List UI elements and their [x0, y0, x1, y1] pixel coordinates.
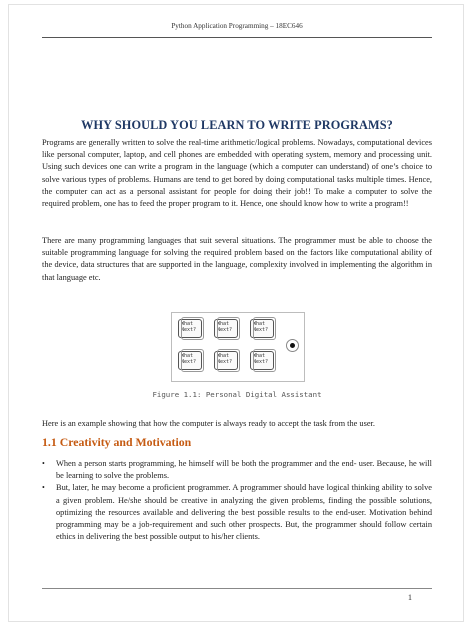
what-next-button — [178, 319, 202, 338]
bullet-list — [42, 458, 432, 543]
paragraph-languages: There are many programming languages that suit several situations. The programmer must be able to choose the suitable programming language for solving the required problem based on the factors like computational ability of the device, data structures that are supported in the language, complexity involved in implementing the algorithm in that language etc. — [42, 236, 432, 282]
bullet-text: When a person starts programming, he himself will be both the programmer and the end- user. Because, he will be learning to solve the problems. — [56, 459, 432, 481]
what-next-button — [178, 351, 202, 370]
dial-knob-icon — [286, 339, 299, 352]
bullet-icon: • — [42, 483, 45, 493]
paragraph-example: Here is an example showing that how the computer is always ready to accept the task from the user. — [42, 419, 375, 428]
section-heading: 1.1 Creativity and Motivation — [42, 435, 192, 449]
what-next-button — [214, 351, 238, 370]
what-next-button — [250, 319, 274, 338]
pda-figure — [171, 312, 305, 382]
page-title: WHY SHOULD YOU LEARN TO WRITE PROGRAMS? — [81, 118, 393, 132]
what-next-label: What Next? — [181, 321, 197, 333]
what-next-label: What Next? — [217, 321, 233, 333]
what-next-label: What Next? — [217, 353, 233, 365]
bullet-icon: • — [42, 459, 45, 468]
what-next-label: What Next? — [253, 321, 269, 333]
what-next-button — [214, 319, 238, 338]
what-next-button — [250, 351, 274, 370]
footer-rule — [42, 588, 432, 589]
paragraph-intro: Programs are generally written to solve the real-time arithmetic/logical problems. Nowadays, computational devices like personal computer, laptop, and cell phones are embedded with operating system, memory and processing unit. Using such devices one can write a program in the language (which a computer can understand) of one’s choice to solve various types of problems. Humans are tend to get bored by doing computational tasks multiple times. Hence, the computer can act as a personal assistant for people for doing their job!! To make a computer to solve the required problem, one has to feed the proper program to it. Hence, one should know how to write a program!! — [42, 138, 432, 209]
bullet-text: But, later, he may become a proficient programmer. A programmer should have logical thinking ability to solve a given problem. He/she should be creative in analyzing the given problems, finding the possible solutions, optimizing the resources available and delivering the best possible results to the end-user. Motivation behind programming may be a job-requirement and such other prospects. But, the programmer should follow certain ethics in delivering the best possible output to his/her clients. — [56, 483, 432, 542]
figure-caption: Figure 1.1: Personal Digital Assistant — [152, 390, 322, 399]
what-next-label: What Next? — [253, 353, 269, 365]
page-number: 1 — [407, 593, 412, 602]
list-item — [42, 482, 432, 543]
what-next-label: What Next? — [181, 353, 197, 365]
list-item — [42, 458, 432, 482]
running-header: Python Application Programming – 18EC646 — [171, 22, 303, 30]
header-rule — [42, 37, 432, 38]
